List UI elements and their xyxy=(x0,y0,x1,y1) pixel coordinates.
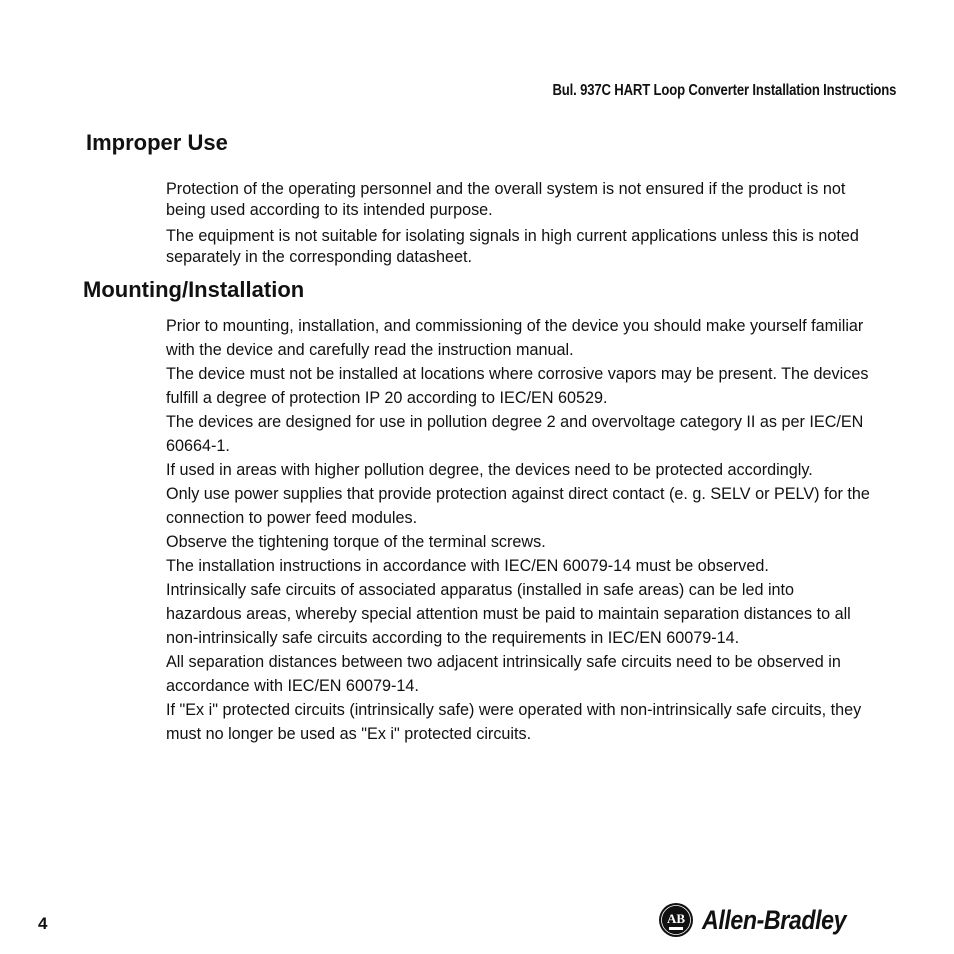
logo-letters: AB xyxy=(667,911,686,926)
paragraph: Intrinsically safe circuits of associated apparatus (installed in safe areas) can be led into hazardous areas, whereby special attention must be paid to maintain separation distances to all non-intrinsically safe circuits according to the requirements in IEC/EN 60079-14. xyxy=(166,581,851,647)
paragraph: The installation instructions in accordance with IEC/EN 60079-14 must be observed. xyxy=(166,557,769,575)
paragraph: All separation distances between two adjacent intrinsically safe circuits need to be observed in accordance with IEC/EN 60079-14. xyxy=(166,653,841,695)
paragraph: Protection of the operating personnel and the overall system is not ensured if the product is not being used according to its intended purpose. xyxy=(166,180,846,219)
section-heading-improper-use: Improper Use xyxy=(86,130,228,155)
paragraph: If used in areas with higher pollution degree, the devices need to be protected accordingly. xyxy=(166,461,813,479)
brand-mark xyxy=(658,902,870,938)
running-header: Bul. 937C HART Loop Converter Installation Instructions xyxy=(552,82,896,99)
allen-bradley-logo-icon xyxy=(658,902,694,938)
mounting-installation-body xyxy=(166,314,871,746)
brand-name: Allen-Bradley xyxy=(702,904,847,935)
paragraph: Prior to mounting, installation, and commissioning of the device you should make yourself familiar with the device and carefully read the instruction manual. xyxy=(166,317,864,359)
section-heading-mounting-installation: Mounting/Installation xyxy=(83,277,305,302)
paragraph: The equipment is not suitable for isolating signals in high current applications unless this is noted separately in the corresponding datasheet. xyxy=(166,227,859,266)
paragraph: The device must not be installed at locations where corrosive vapors may be present. The devices fulfill a degree of protection IP 20 according to IEC/EN 60529. xyxy=(166,365,869,407)
paragraph: Only use power supplies that provide protection against direct contact (e. g. SELV or PELV) for the connection to power feed modules. xyxy=(166,485,870,527)
paragraph: The devices are designed for use in pollution degree 2 and overvoltage category II as per IEC/EN 60664-1. xyxy=(166,413,864,455)
improper-use-body xyxy=(166,179,871,273)
paragraph: If "Ex i" protected circuits (intrinsically safe) were operated with non-intrinsically safe circuits, they must no longer be used as "Ex i" protected circuits. xyxy=(166,701,862,743)
page-number: 4 xyxy=(38,914,48,933)
paragraph: Observe the tightening torque of the terminal screws. xyxy=(166,533,546,551)
